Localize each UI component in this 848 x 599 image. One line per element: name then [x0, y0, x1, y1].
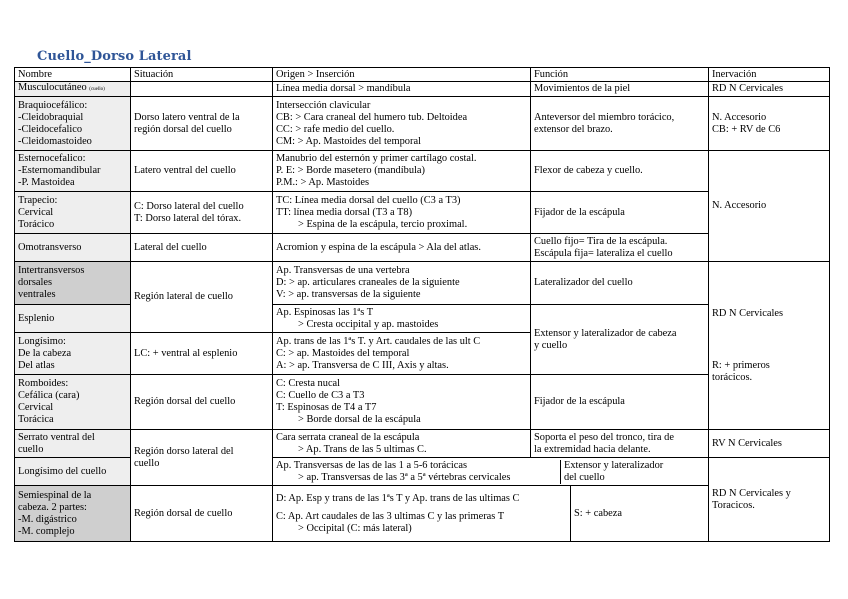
- situation-cell: Región dorsal del cuello: [131, 375, 273, 430]
- line: Torácico: [18, 218, 55, 230]
- innervation-cell: RV N Cervicales: [709, 430, 830, 458]
- header-cell: Nombre: [15, 68, 131, 82]
- muscle-name-cell: [15, 97, 131, 151]
- function-cell: [531, 305, 709, 375]
- muscle-name-cell: [15, 375, 131, 430]
- line: D: Ap. Esp y trans de las 1ªs T y Ap. trans de las ultimas C: [276, 492, 520, 504]
- muscle-table: [14, 67, 830, 542]
- line: torácicos.: [712, 371, 753, 383]
- table-row: [15, 234, 830, 262]
- line: > ap. Transversas de las 3ª a 5ª vértebras cervicales: [298, 471, 511, 483]
- page-title: Cuello_Dorso Lateral: [37, 49, 192, 64]
- line: -Cleidocefalico: [18, 123, 83, 135]
- function-cell: Flexor de cabeza y cuello.: [531, 151, 709, 192]
- line: Ap. trans de las 1ªs T. y Art. caudales de las ult C: [276, 335, 481, 347]
- function-cell: [531, 97, 709, 151]
- line: Esternocefalico:: [18, 153, 86, 164]
- situation-cell: Latero ventral del cuello: [131, 151, 273, 192]
- line: Cervical: [18, 206, 54, 218]
- line: Intersección clavicular: [276, 99, 371, 111]
- line: -P. Mastoidea: [18, 177, 75, 188]
- table-row: [15, 486, 830, 542]
- innervation-cell: N. Accesorio: [709, 151, 830, 262]
- line: -Cleidomastoideo: [18, 135, 92, 147]
- line: C: Dorso lateral del cuello: [134, 200, 244, 212]
- situation-cell: [131, 430, 273, 486]
- line: R: + primeros: [712, 359, 770, 371]
- line: CB: > Cara craneal del humero tub. Deltoidea: [276, 111, 468, 123]
- line: Ap. Transversas de una vertebra: [276, 265, 410, 276]
- situation-cell: LC: + ventral al esplenio: [131, 333, 273, 375]
- line: Dorso latero ventral de la: [134, 111, 240, 123]
- line: V: > ap. transversas de la siguiente: [276, 289, 421, 300]
- line: Soporta el peso del tronco, tira de: [534, 431, 674, 443]
- line: Cefálica (cara): [18, 390, 80, 401]
- line: Braquiocefálico:: [18, 99, 88, 111]
- situation-cell: [131, 97, 273, 151]
- function-cell: Lateralizador del cuello: [531, 262, 709, 305]
- table-row: [15, 97, 830, 151]
- line: Manubrio del esternón y primer cartílago costal.: [276, 153, 477, 164]
- line: TC: Línea media dorsal del cuello (C3 a T3): [276, 194, 461, 206]
- line: S: + cabeza: [574, 507, 622, 519]
- line: N. Accesorio: [712, 111, 767, 123]
- line: RD N Cervicales: [712, 307, 783, 319]
- line: T: Espinosas de T4 a T7: [276, 402, 377, 413]
- muscle-name-cell: [15, 262, 131, 305]
- line: -M. digástrico: [18, 513, 77, 525]
- line: Trapecio:: [18, 194, 58, 206]
- line: ventrales: [18, 289, 56, 300]
- muscle-name-cell: [15, 151, 131, 192]
- line: -M. complejo: [18, 525, 75, 537]
- origin-cell: [273, 305, 531, 333]
- line: D: > ap. articulares craneales de la siguiente: [276, 277, 460, 288]
- line: Serrato ventral del: [18, 431, 95, 443]
- origin-cell: [273, 430, 531, 458]
- origin-cell: [273, 192, 531, 234]
- line: C: Cuello de C3 a T3: [276, 390, 365, 401]
- table-row: [15, 375, 830, 430]
- line: T: Dorso lateral del tórax.: [134, 212, 242, 224]
- line: > Ap. Trans de las 5 ultimas C.: [298, 443, 427, 455]
- line: > Occipital (C: más lateral): [298, 522, 412, 534]
- line: C: Cresta nucal: [276, 378, 341, 389]
- line: Escápula fija= lateraliza el cuello: [534, 247, 673, 259]
- line: P. E: > Borde masetero (mandíbula): [276, 165, 425, 176]
- line: extensor del brazo.: [534, 123, 613, 135]
- line: > Borde dorsal de la escápula: [298, 414, 421, 425]
- line: CC: > rafe medio del cuello.: [276, 123, 395, 135]
- muscle-name-cell: Esplenio: [15, 305, 131, 333]
- table-row: [15, 151, 830, 192]
- origin-cell: [273, 151, 531, 192]
- line: > Cresta occipital y ap. mastoides: [298, 318, 439, 330]
- line: Anteversor del miembro torácico,: [534, 111, 675, 123]
- muscle-name-note: (cuello): [89, 87, 105, 92]
- line: la extremidad hacia delante.: [534, 443, 651, 455]
- origin-cell: Acromion y espina de la escápula > Ala del atlas.: [273, 234, 531, 262]
- line: C: > ap. Mastoides del temporal: [276, 347, 410, 359]
- innervation-cell: [709, 97, 830, 151]
- function-cell: [531, 430, 709, 458]
- table-row: [15, 192, 830, 234]
- line: Ap. Transversas de las de las 1 a 5-6 torácicas: [276, 459, 468, 471]
- header-cell: Inervación: [709, 68, 830, 82]
- line: TT: línea media dorsal (T3 a T8): [276, 206, 413, 218]
- muscle-name-cell: [15, 430, 131, 458]
- line: Romboides:: [18, 378, 69, 389]
- situation-cell: Región dorsal de cuello: [131, 486, 273, 542]
- function-cell: Movimientos de la piel: [531, 82, 709, 97]
- line: cuello: [18, 443, 44, 455]
- line: > Espina de la escápula, tercio proximal.: [298, 218, 468, 230]
- line: CB: + RV de C6: [712, 123, 781, 135]
- header-cell: Situación: [131, 68, 273, 82]
- origin-cell: [273, 375, 531, 430]
- line: Cara serrata craneal de la escápula: [276, 431, 420, 443]
- function-cell: [531, 234, 709, 262]
- table-row: [15, 82, 830, 97]
- line: cuello: [134, 457, 160, 469]
- line: -Cleidobraquial: [18, 111, 84, 123]
- line: y cuello: [534, 339, 568, 351]
- situation-cell: Lateral del cuello: [131, 234, 273, 262]
- line: CM: > Ap. Mastoides del temporal: [276, 135, 421, 147]
- line: Toracicos.: [712, 499, 755, 511]
- muscle-name-cell: Omotransverso: [15, 234, 131, 262]
- header-cell: Origen > Inserción: [273, 68, 531, 82]
- function-cell: Fijador de la escápula: [531, 192, 709, 234]
- line: Extensor y lateralizador: [564, 459, 664, 471]
- line: Longísimo:: [18, 335, 66, 347]
- situation-cell: [131, 192, 273, 234]
- innervation-cell: RD N Cervicales: [709, 82, 830, 97]
- line: Del atlas: [18, 359, 55, 371]
- origin-cell: [273, 486, 709, 542]
- line: C: Ap. Art caudales de las 3 ultimas C y las primeras T: [276, 510, 505, 522]
- line: dorsales: [18, 277, 53, 288]
- muscle-name-cell: Longísimo del cuello: [15, 458, 131, 486]
- line: Cuello fijo= Tira de la escápula.: [534, 235, 668, 247]
- line: Región dorso lateral del: [134, 445, 234, 457]
- innervation-cell: [709, 458, 830, 542]
- line: Semiespinal de la: [18, 489, 92, 501]
- line: -Esternomandibular: [18, 165, 101, 176]
- innervation-cell: [709, 262, 830, 430]
- line: Extensor y lateralizador de cabeza: [534, 327, 677, 339]
- line: Intertransversos: [18, 265, 85, 276]
- situation-cell: [131, 82, 273, 97]
- function-cell: Fijador de la escápula: [531, 375, 709, 430]
- origin-cell: Línea media dorsal > mandíbula: [273, 82, 531, 97]
- header-cell: Función: [531, 68, 709, 82]
- origin-cell: [273, 262, 531, 305]
- muscle-name: Musculocutáneo: [18, 82, 87, 93]
- origin-cell: [273, 97, 531, 151]
- muscle-name-cell: [15, 82, 131, 97]
- origin-cell: [273, 333, 531, 375]
- situation-cell: Región lateral de cuello: [131, 262, 273, 333]
- line: Torácica: [18, 414, 54, 425]
- line: A: > ap. Transversa de C III, Axis y altas.: [276, 359, 449, 371]
- line: cabeza. 2 partes:: [18, 501, 87, 513]
- line: Ap. Espinosas las 1ªs T: [276, 306, 374, 318]
- line: región dorsal del cuello: [134, 123, 232, 135]
- line: De la cabeza: [18, 347, 72, 359]
- muscle-name-cell: [15, 486, 131, 542]
- line: RD N Cervicales y: [712, 487, 791, 499]
- muscle-name-cell: [15, 333, 131, 375]
- line: P.M.: > Ap. Mastoides: [276, 177, 370, 188]
- table-row: [15, 430, 830, 458]
- line: del cuello: [564, 471, 605, 483]
- table-header-row: [15, 68, 830, 82]
- line: Cervical: [18, 402, 54, 413]
- origin-cell: [273, 458, 709, 486]
- table-row: [15, 262, 830, 305]
- muscle-name-cell: [15, 192, 131, 234]
